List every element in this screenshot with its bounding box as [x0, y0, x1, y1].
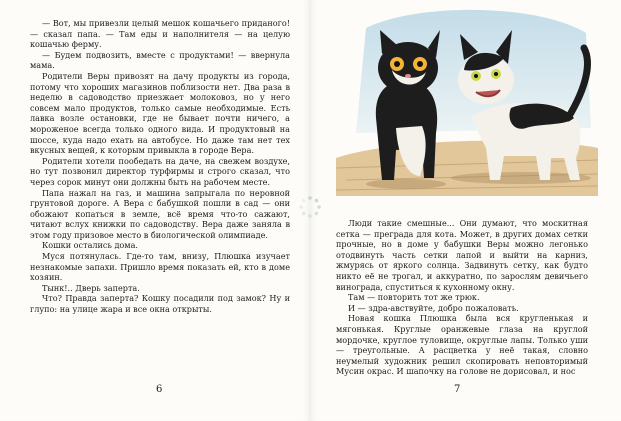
small-cat [376, 30, 440, 180]
paragraph: Новая кошка Плюшка была вся кругленькая и мягонькая. Круглые оранжевые глаза на круглой мордочке, круглое туловище, округлые лапы. Только уши — треугольные. А расцветка у неё такая, словно неумелый художник решил скопировать неповторимый Мусин окрас. И шапочку на голове не дорисовал, и нос [336, 313, 588, 377]
paragraph: — Будем подвозить, вместе с продуктами! — ввернула мама. [30, 49, 290, 71]
page-number-right: 7 [454, 384, 461, 395]
paragraph: Муся потянулась. Где-то там, внизу, Плюшка изучает незнакомые запахи. Пришло время показать ей, кто в доме хозяин. [30, 251, 290, 283]
paragraph: Кошки остались дома. [42, 240, 138, 251]
paragraph: Тынк!.. Дверь заперта. [42, 282, 140, 293]
paragraph: Там — повторить тот же трюк. [348, 292, 480, 303]
paragraph: Папа нажал на газ, и машина запрыгала по неровной грунтовой дороге. А Вера с бабушкой пошли в сад — они обожают копаться в земле, всё время что-то сажают, читают вслух книжки по садоводству. Вера даже заняла в этом году призовое место в биологической олимпиаде. [30, 187, 290, 240]
paragraph: Что? Правда заперта? Кошку посадили под замок? Ну и глупо: на улице жара и все окна открыты. [30, 293, 290, 315]
right-page-text [336, 218, 588, 377]
left-page [0, 0, 310, 421]
paragraph: Родители хотели пообедать на даче, на свежем воздухе, но тут позвонил директор турфирмы и строго сказал, что через сорок минут они должны быть на рабочем месте. [30, 155, 290, 187]
left-page-text [30, 18, 290, 315]
paragraph: — Вот, мы привезли целый мешок кошачьего приданого! — сказал папа. — Там еды и наполнителя — на целую кошачью ферму. [30, 18, 290, 50]
paragraph: И — здра-авствуйте, добро пожаловать. [348, 302, 519, 313]
loading-spinner-icon [298, 195, 322, 219]
paragraph: Люди такие смешные... Они думают, что москитная сетка — преграда для кота. Может, в других домах сетки прочные, но в доме у бабушки Веры можно легонько отодвинуть часть сетки лапой и выйти на карниз, жмурясь от яркого солнца. Задвинуть сетку, как будто никто её не трогал, и аккуратно, по зарослям девичьего винограда, спуститься к кухонному окну. [336, 218, 588, 292]
paragraph: Родители Веры привозят на дачу продукты из города, потому что хороших магазинов поблизости нет. Два раза в неделю в садоводство приезжает молоковоз, но у него совсем мало продуктов, только самые необходимые. Есть лавка возле остановки, где не бывает почти ничего, а мороженое всегда только одного вида. И продуктовый на шоссе, куда надо ехать на автобусе. Но даже там нет тех вкусных вещей, к которым привыкла в городе Вера. [30, 70, 290, 156]
cats-illustration [336, 8, 598, 196]
page-number-left: 6 [156, 384, 163, 395]
